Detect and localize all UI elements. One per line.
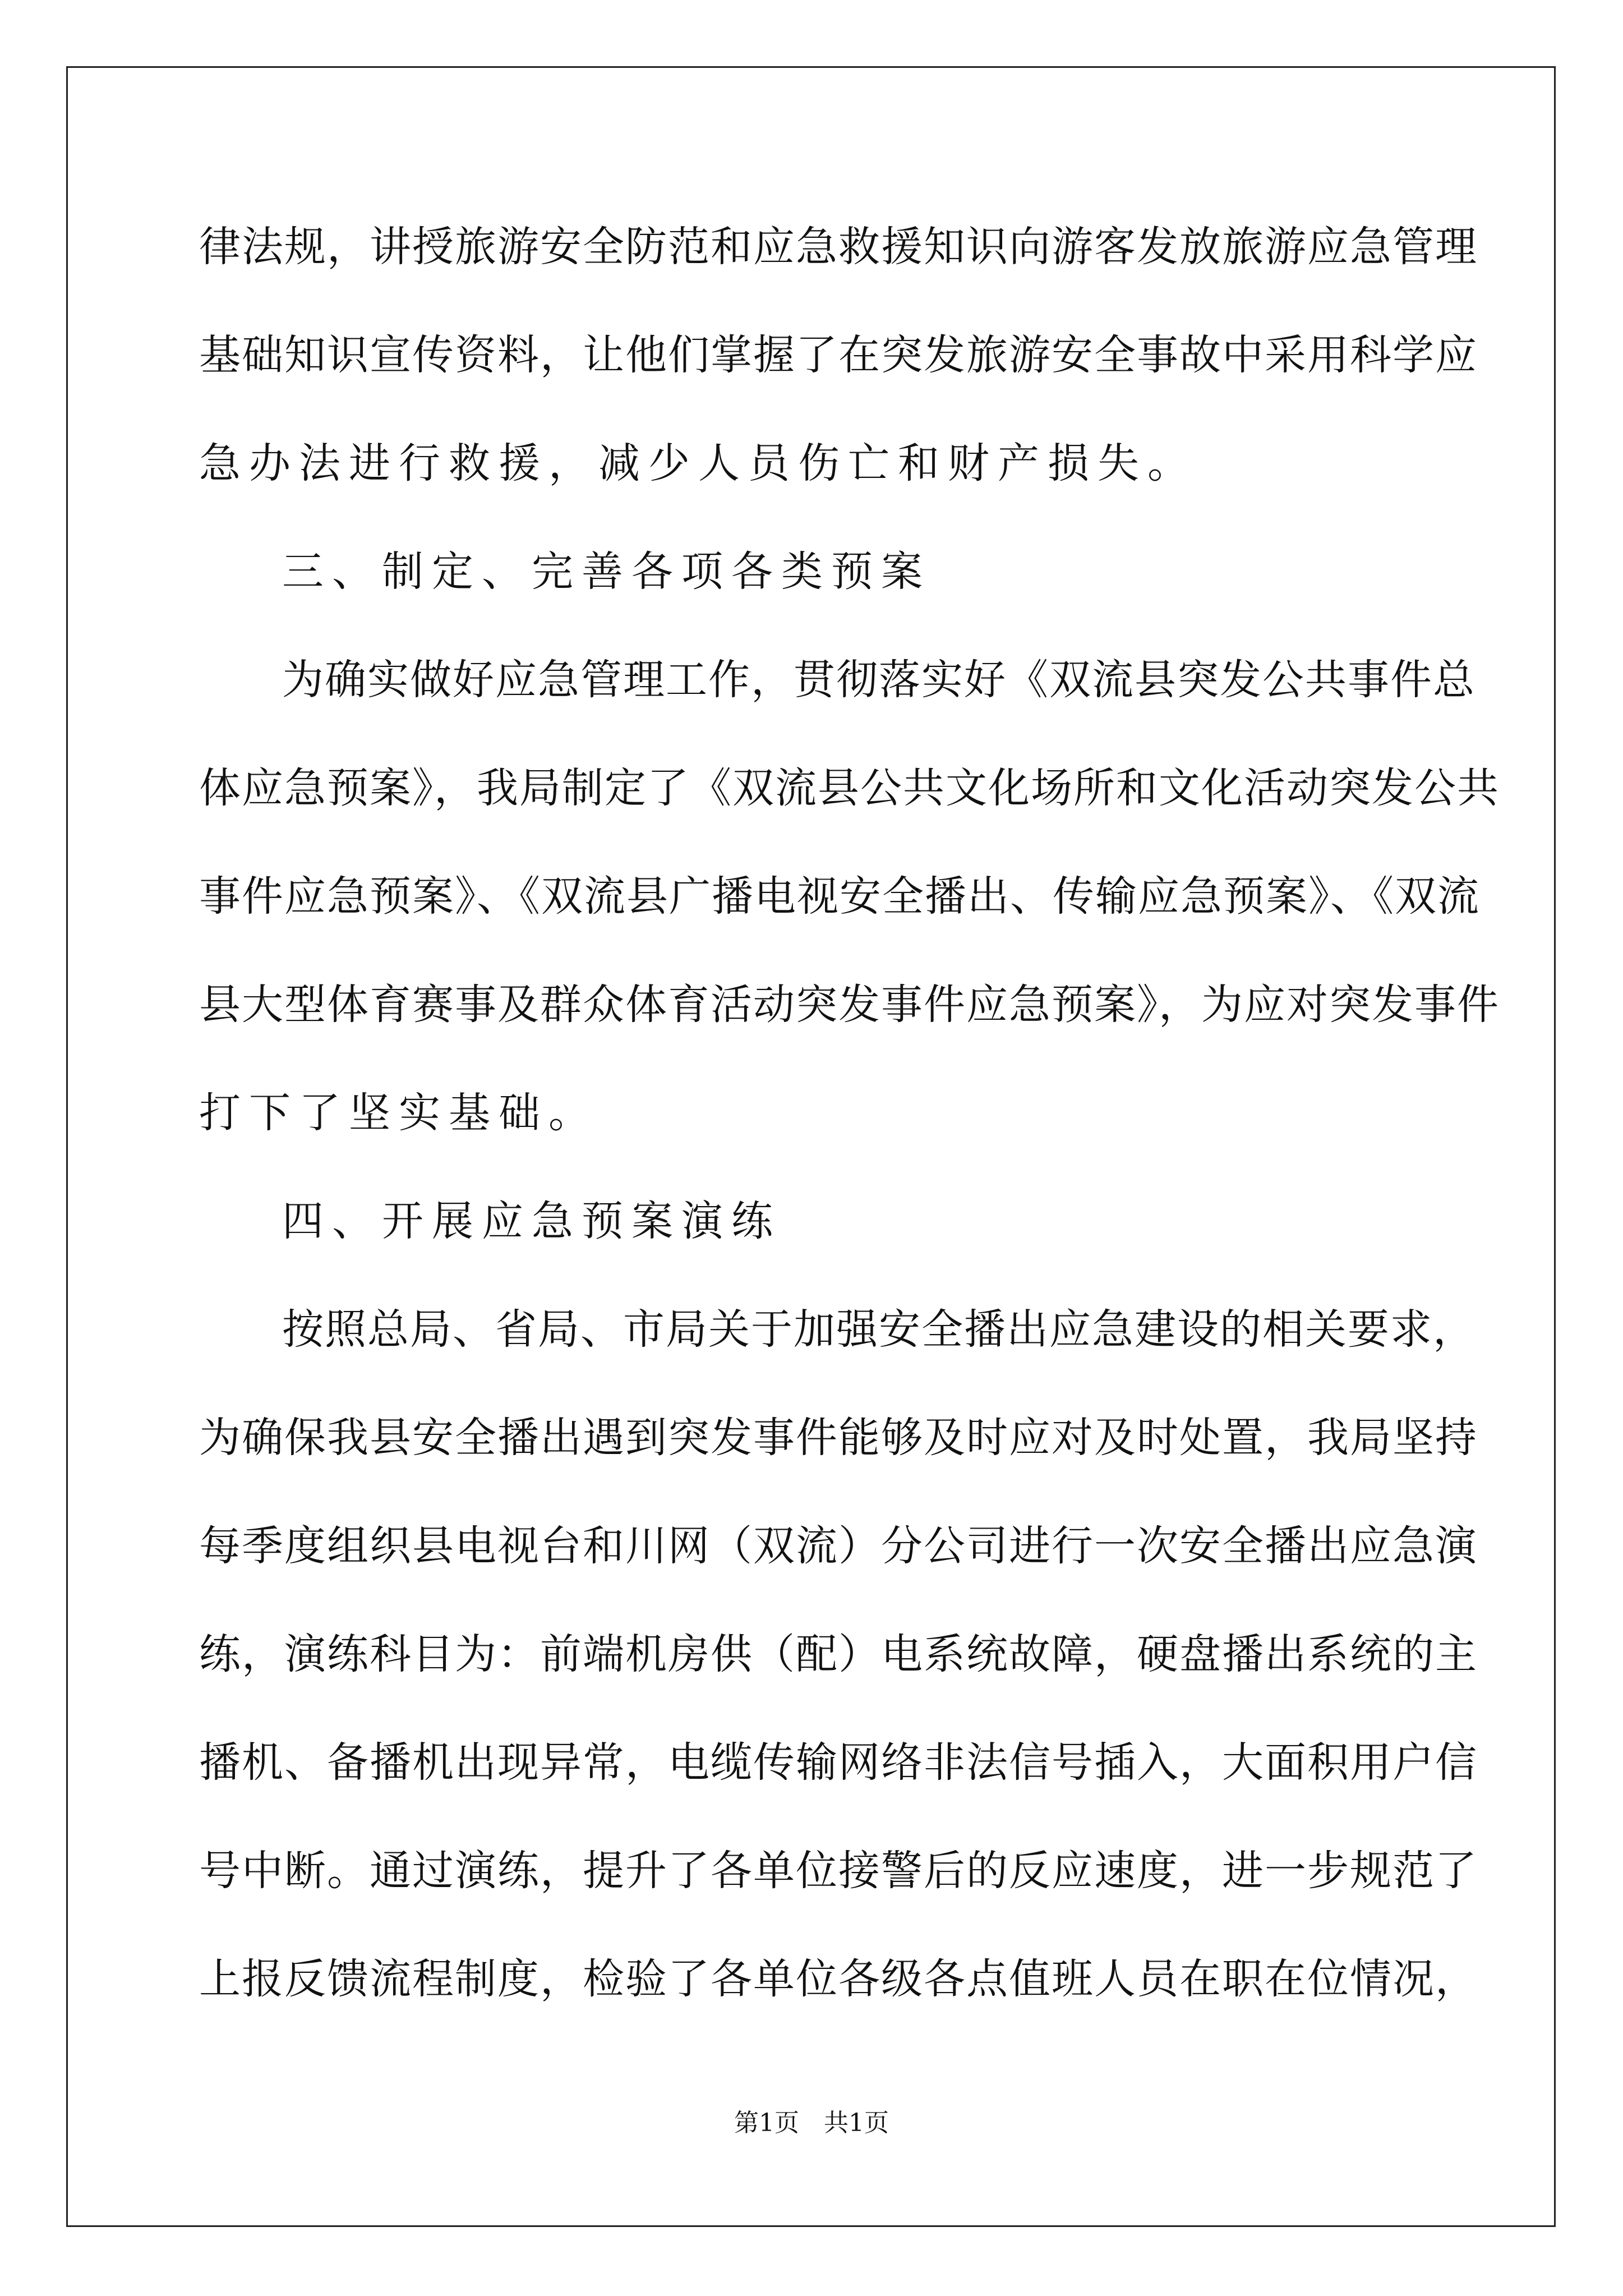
text-line: 急办法进行救援，减少人员伤亡和财产损失。	[199, 439, 1197, 487]
text-line: 县大型体育赛事及群众体育活动突发事件应急预案》，为应对突发事件	[199, 981, 1500, 1029]
text-line: 事件应急预案》、《双流县广播电视安全播出、传输应急预案》、《双流	[199, 872, 1480, 921]
text-line: 号中断。通过演练，提升了各单位接警后的反应速度，进一步规范了	[199, 1847, 1478, 1895]
paragraph-first-line: 为确实做好应急管理工作，贯彻落实好《双流县突发公共事件总	[282, 656, 1476, 704]
text-line: 播机、备播机出现异常，电缆传输网络非法信号插入，大面积用户信	[199, 1738, 1478, 1787]
text-line: 体应急预案》，我局制定了《双流县公共文化场所和文化活动突发公共	[199, 764, 1500, 812]
text-line: 为确保我县安全播出遇到突发事件能够及时应对及时处置，我局坚持	[199, 1414, 1478, 1462]
section-heading: 三、制定、完善各项各类预案	[282, 547, 931, 596]
document-body	[199, 213, 1500, 2054]
text-line: 练，演练科目为：前端机房供（配）电系统故障，硬盘播出系统的主	[199, 1630, 1478, 1678]
text-line: 律法规，讲授旅游安全防范和应急救援知识向游客发放旅游应急管理	[199, 223, 1478, 271]
text-line: 基础知识宣传资料，让他们掌握了在突发旅游安全事故中采用科学应	[199, 331, 1478, 379]
text-line: 每季度组织县电视台和川网（双流）分公司进行一次安全播出应急演	[199, 1522, 1478, 1570]
section-heading: 四、开展应急预案演练	[282, 1197, 781, 1245]
text-line: 上报反馈流程制度，检验了各单位各级各点值班人员在职在位情况，	[199, 1955, 1478, 2003]
page-total: 共1页	[824, 2109, 889, 2137]
page-number: 第1页	[734, 2109, 799, 2137]
text-line: 打下了坚实基础。	[199, 1089, 598, 1137]
paragraph-first-line: 按照总局、省局、市局关于加强安全播出应急建设的相关要求，	[282, 1305, 1476, 1354]
page-footer	[0, 2106, 1623, 2140]
